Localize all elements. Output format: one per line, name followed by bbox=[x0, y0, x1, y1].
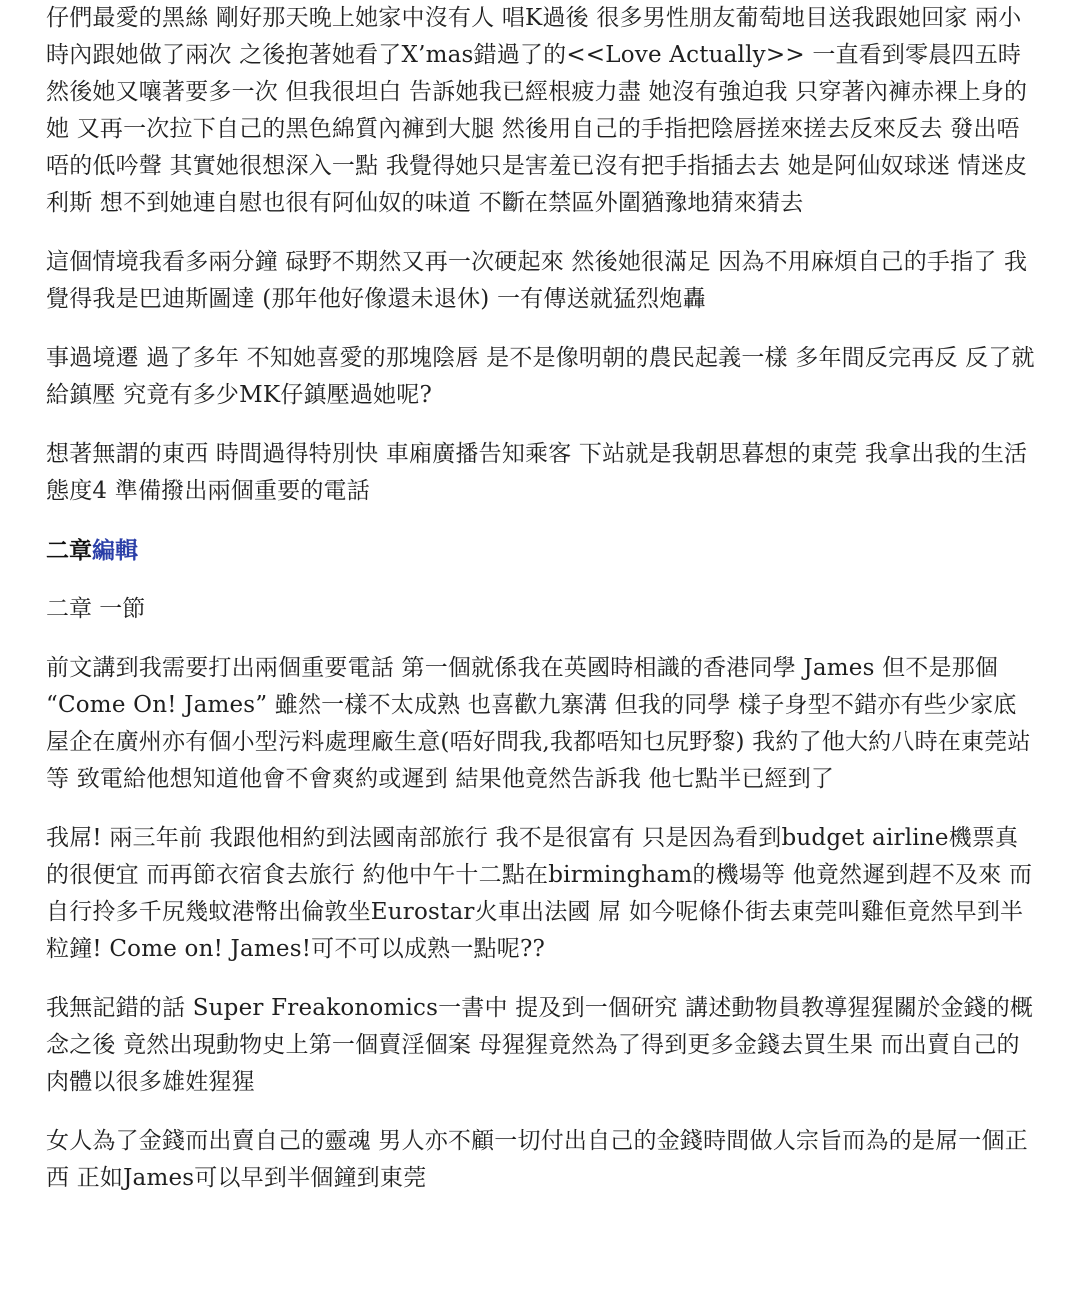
paragraph-spacer bbox=[46, 1101, 1040, 1123]
paragraph-4: 想著無謂的東西 時間過得特別快 車廂廣播告知乘客 下站就是我朝思暮想的東莞 我拿出我的生活態度4 準備撥出兩個重要的電話 bbox=[46, 441, 1028, 504]
paragraph-spacer bbox=[46, 798, 1040, 820]
paragraph-spacer bbox=[46, 510, 1040, 532]
section-heading-text: 二章 bbox=[46, 537, 92, 564]
edit-section-link[interactable]: 編輯 bbox=[92, 537, 138, 564]
paragraph-1: 仔們最愛的黑絲 剛好那天晚上她家中沒有人 唱K過後 很多男性朋友葡萄地目送我跟她回家 兩小時內跟她做了兩次 之後抱著她看了X’mas錯過了的<<Love Actually>> 一直看到零晨四五時 然後她又嚷著要多一次 但我很坦白 告訴她我已經根疲力盡 她沒有強迫我 只穿著內褲赤裸上身的她 又再一次拉下自己的黑色綿質內褲到大腿 然後用自己的手指把陰唇搓來搓去反來反去 發出唔唔的低吟聲 其實她很想深入一點 我覺得她只是害羞已沒有把手指插去去 她是阿仙奴球迷 情迷皮利斯 想不到她連自慰也很有阿仙奴的味道 不斷在禁區外圍猶豫地猜來猜去 bbox=[46, 5, 1028, 216]
paragraph-spacer bbox=[46, 414, 1040, 436]
paragraph-spacer bbox=[46, 968, 1040, 990]
paragraph-3: 事過境遷 過了多年 不知她喜愛的那塊陰唇 是不是像明朝的農民起義一樣 多年間反完再反 反了就給鎮壓 究竟有多少MK仔鎮壓過她呢? bbox=[46, 345, 1035, 408]
paragraph-spacer bbox=[46, 222, 1040, 244]
paragraph-spacer bbox=[46, 628, 1040, 650]
section-heading bbox=[46, 532, 1040, 569]
paragraph-8: 女人為了金錢而出賣自己的靈魂 男人亦不顧一切付出自己的金錢時間做人宗旨而為的是屌一個正西 正如James可以早到半個鐘到東莞 bbox=[46, 1128, 1028, 1191]
subsection-title: 二章 一節 bbox=[46, 596, 146, 622]
paragraph-spacer bbox=[46, 318, 1040, 340]
paragraph-5: 前文講到我需要打出兩個重要電話 第一個就係我在英國時相識的香港同學 James 但不是那個 “Come On! James” 雖然一樣不太成熟 也喜歡九寨溝 但我的同學 樣子身型不錯亦有些少家底 屋企在廣州亦有個小型污料處理廠生意(唔好問我,我都唔知乜尻野黎) 我約了他大約八時在東莞站等 致電給他想知道他會不會爽約或遲到 結果他竟然告訴我 他七點半已經到了 bbox=[46, 655, 1031, 792]
paragraph-7: 我無記錯的話 Super Freakonomics一書中 提及到一個研究 講述動物員教導猩猩關於金錢的概念之後 竟然出現動物史上第一個賣淫個案 母猩猩竟然為了得到更多金錢去買生果 而出賣自己的肉體以很多雄姓猩猩 bbox=[46, 995, 1034, 1095]
article-body bbox=[46, 0, 1040, 1197]
paragraph-spacer bbox=[46, 569, 1040, 591]
paragraph-2: 這個情境我看多兩分鐘 碌野不期然又再一次硬起來 然後她很滿足 因為不用麻煩自己的手指了 我覺得我是巴迪斯圖達 (那年他好像還未退休) 一有傳送就猛烈炮轟 bbox=[46, 249, 1028, 312]
paragraph-6: 我屌! 兩三年前 我跟他相約到法國南部旅行 我不是很富有 只是因為看到budget airline機票真的很便宜 而再節衣宿食去旅行 約他中午十二點在birmingham的機場等 他竟然遲到趕不及來 而自行拎多千尻幾蚊港幣出倫敦坐Eurostar火車出法國 屌 如今呢條仆街去東莞叫雞佢竟然早到半粒鐘! Come on! James!可不可以成熟一點呢?? bbox=[46, 825, 1033, 962]
